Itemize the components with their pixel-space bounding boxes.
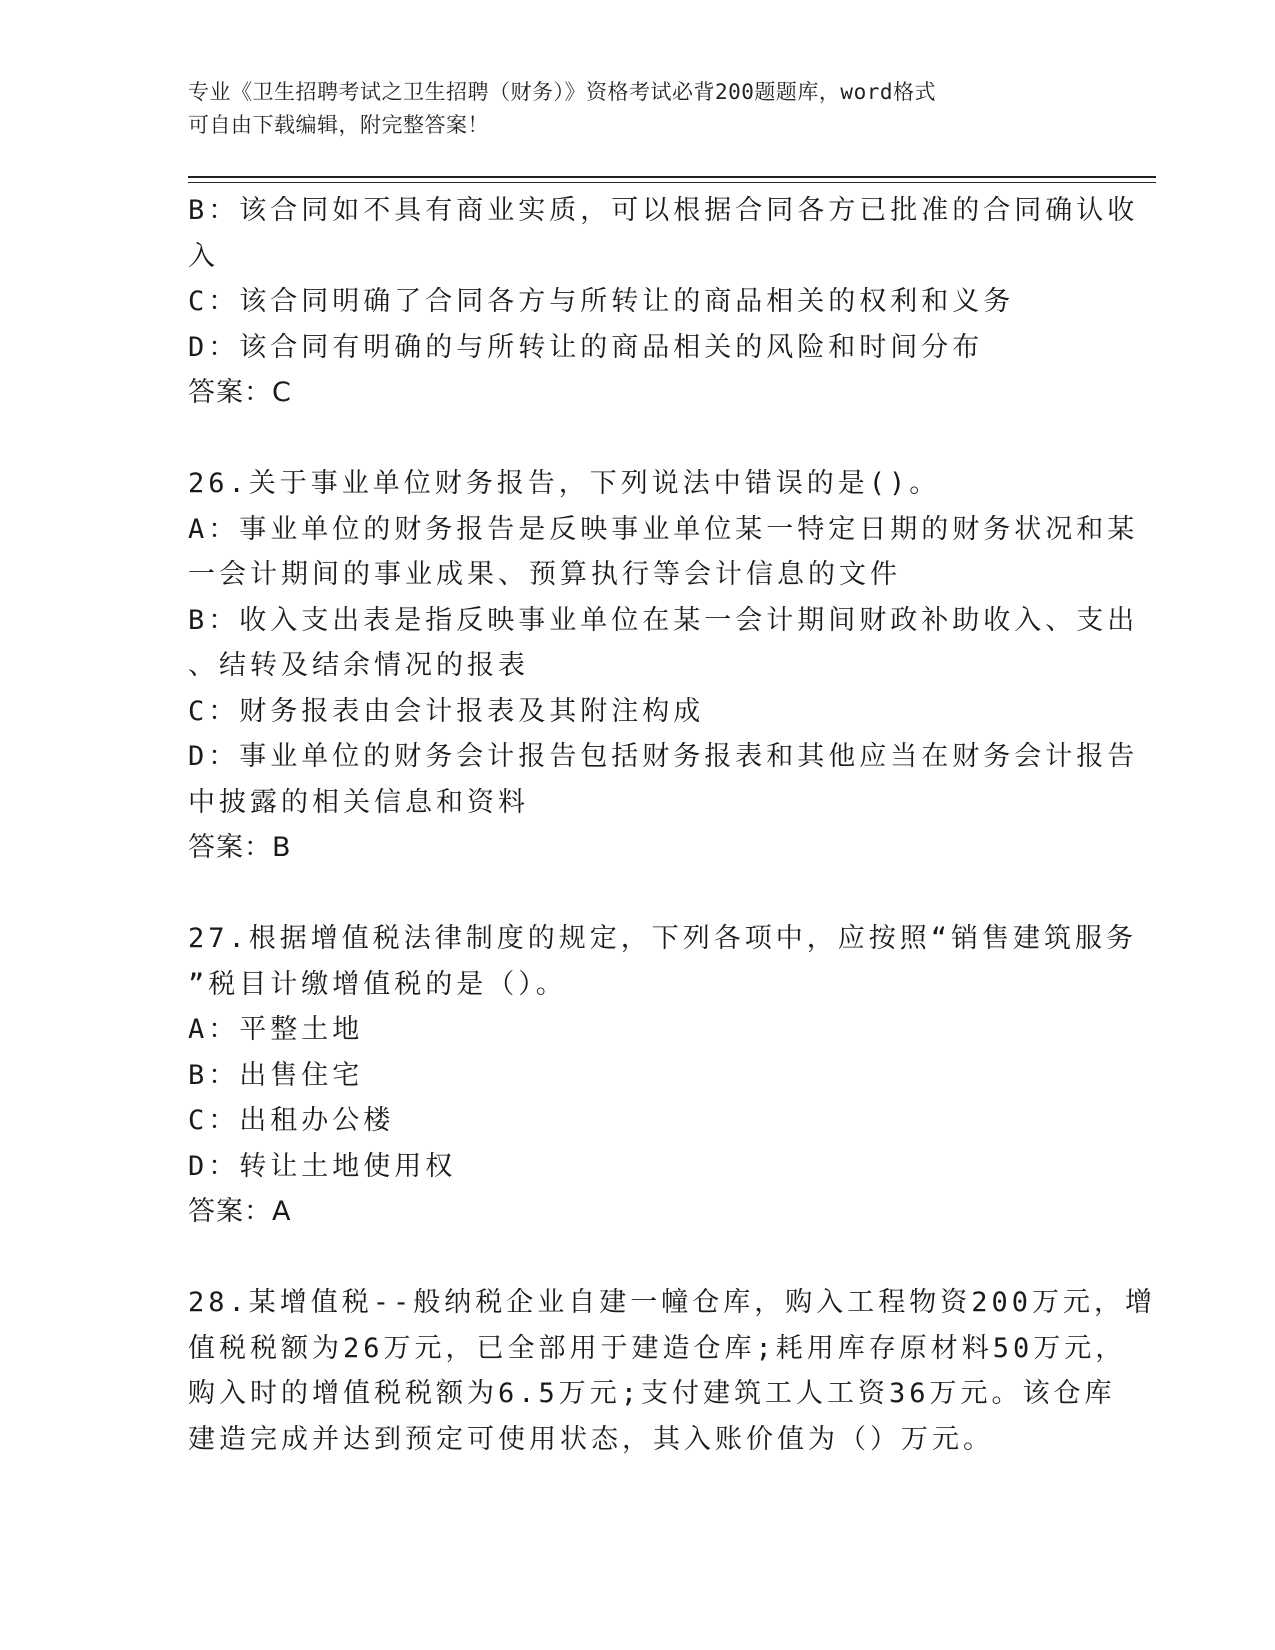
header-line: 专业《卫生招聘考试之卫生招聘（财务）》资格考试必背200题题库，word格式 (188, 80, 936, 104)
question-stem: 27.根据增值税法律制度的规定，下列各项中，应按照“销售建筑服务 (188, 923, 1138, 954)
option-text: D：事业单位的财务会计报告包括财务报表和其他应当在财务会计报告 (188, 741, 1139, 772)
question-stem: ”税目计缴增值税的是（）。 (188, 968, 567, 1000)
option-text: B：出售住宅 (188, 1059, 364, 1091)
option-text: 一会计期间的事业成果、预算执行等会计信息的文件 (188, 559, 901, 590)
document-body (188, 188, 1157, 1462)
question-block (188, 188, 1139, 416)
option-text: 、结转及结余情况的报表 (188, 650, 529, 681)
question-block (188, 461, 1139, 871)
header-divider (188, 176, 1156, 178)
question-stem: 购入时的增值税税额为6.5万元;支付建筑工人工资36万元。该仓库 (188, 1378, 1116, 1409)
question-stem: 26.关于事业单位财务报告，下列说法中错误的是()。 (188, 468, 941, 499)
option-text: B：该合同如不具有商业实质，可以根据合同各方已批准的合同确认收 (188, 195, 1139, 226)
question-block (188, 916, 1138, 1235)
spacer (188, 871, 1088, 917)
header-line: 可自由下载编辑，附完整答案！ (188, 113, 489, 137)
option-text: D：转让土地使用权 (188, 1150, 457, 1182)
option-text: D：该合同有明确的与所转让的商品相关的风险和时间分布 (188, 331, 984, 363)
page-header (188, 76, 1068, 142)
option-text: C：财务报表由会计报表及其附注构成 (188, 695, 705, 727)
question-stem: 28.某增值税--般纳税企业自建一幢仓库，购入工程物资200万元，增 (188, 1287, 1157, 1318)
answer-text: 答案：A (188, 1196, 292, 1227)
header-divider-thin (188, 182, 1156, 183)
option-text: 入 (188, 240, 219, 272)
question-stem: 值税税额为26万元，已全部用于建造仓库;耗用库存原材料50万元， (188, 1332, 1127, 1364)
answer-text: 答案：C (188, 377, 292, 408)
option-text: B：收入支出表是指反映事业单位在某一会计期间财政补助收入、支出 (188, 604, 1139, 636)
question-stem: 建造完成并达到预定可使用状态，其入账价值为（）万元。 (188, 1423, 994, 1455)
option-text: 中披露的相关信息和资料 (188, 786, 529, 818)
answer-text: 答案：B (188, 832, 292, 863)
option-text: C：出租办公楼 (188, 1105, 395, 1136)
option-text: A：事业单位的财务报告是反映事业单位某一特定日期的财务状况和某 (188, 513, 1139, 545)
option-text: A：平整土地 (188, 1014, 364, 1045)
question-block (188, 1280, 1157, 1462)
option-text: C：该合同明确了合同各方与所转让的商品相关的权利和义务 (188, 286, 1015, 317)
spacer (188, 1235, 1088, 1281)
spacer (188, 416, 1088, 462)
